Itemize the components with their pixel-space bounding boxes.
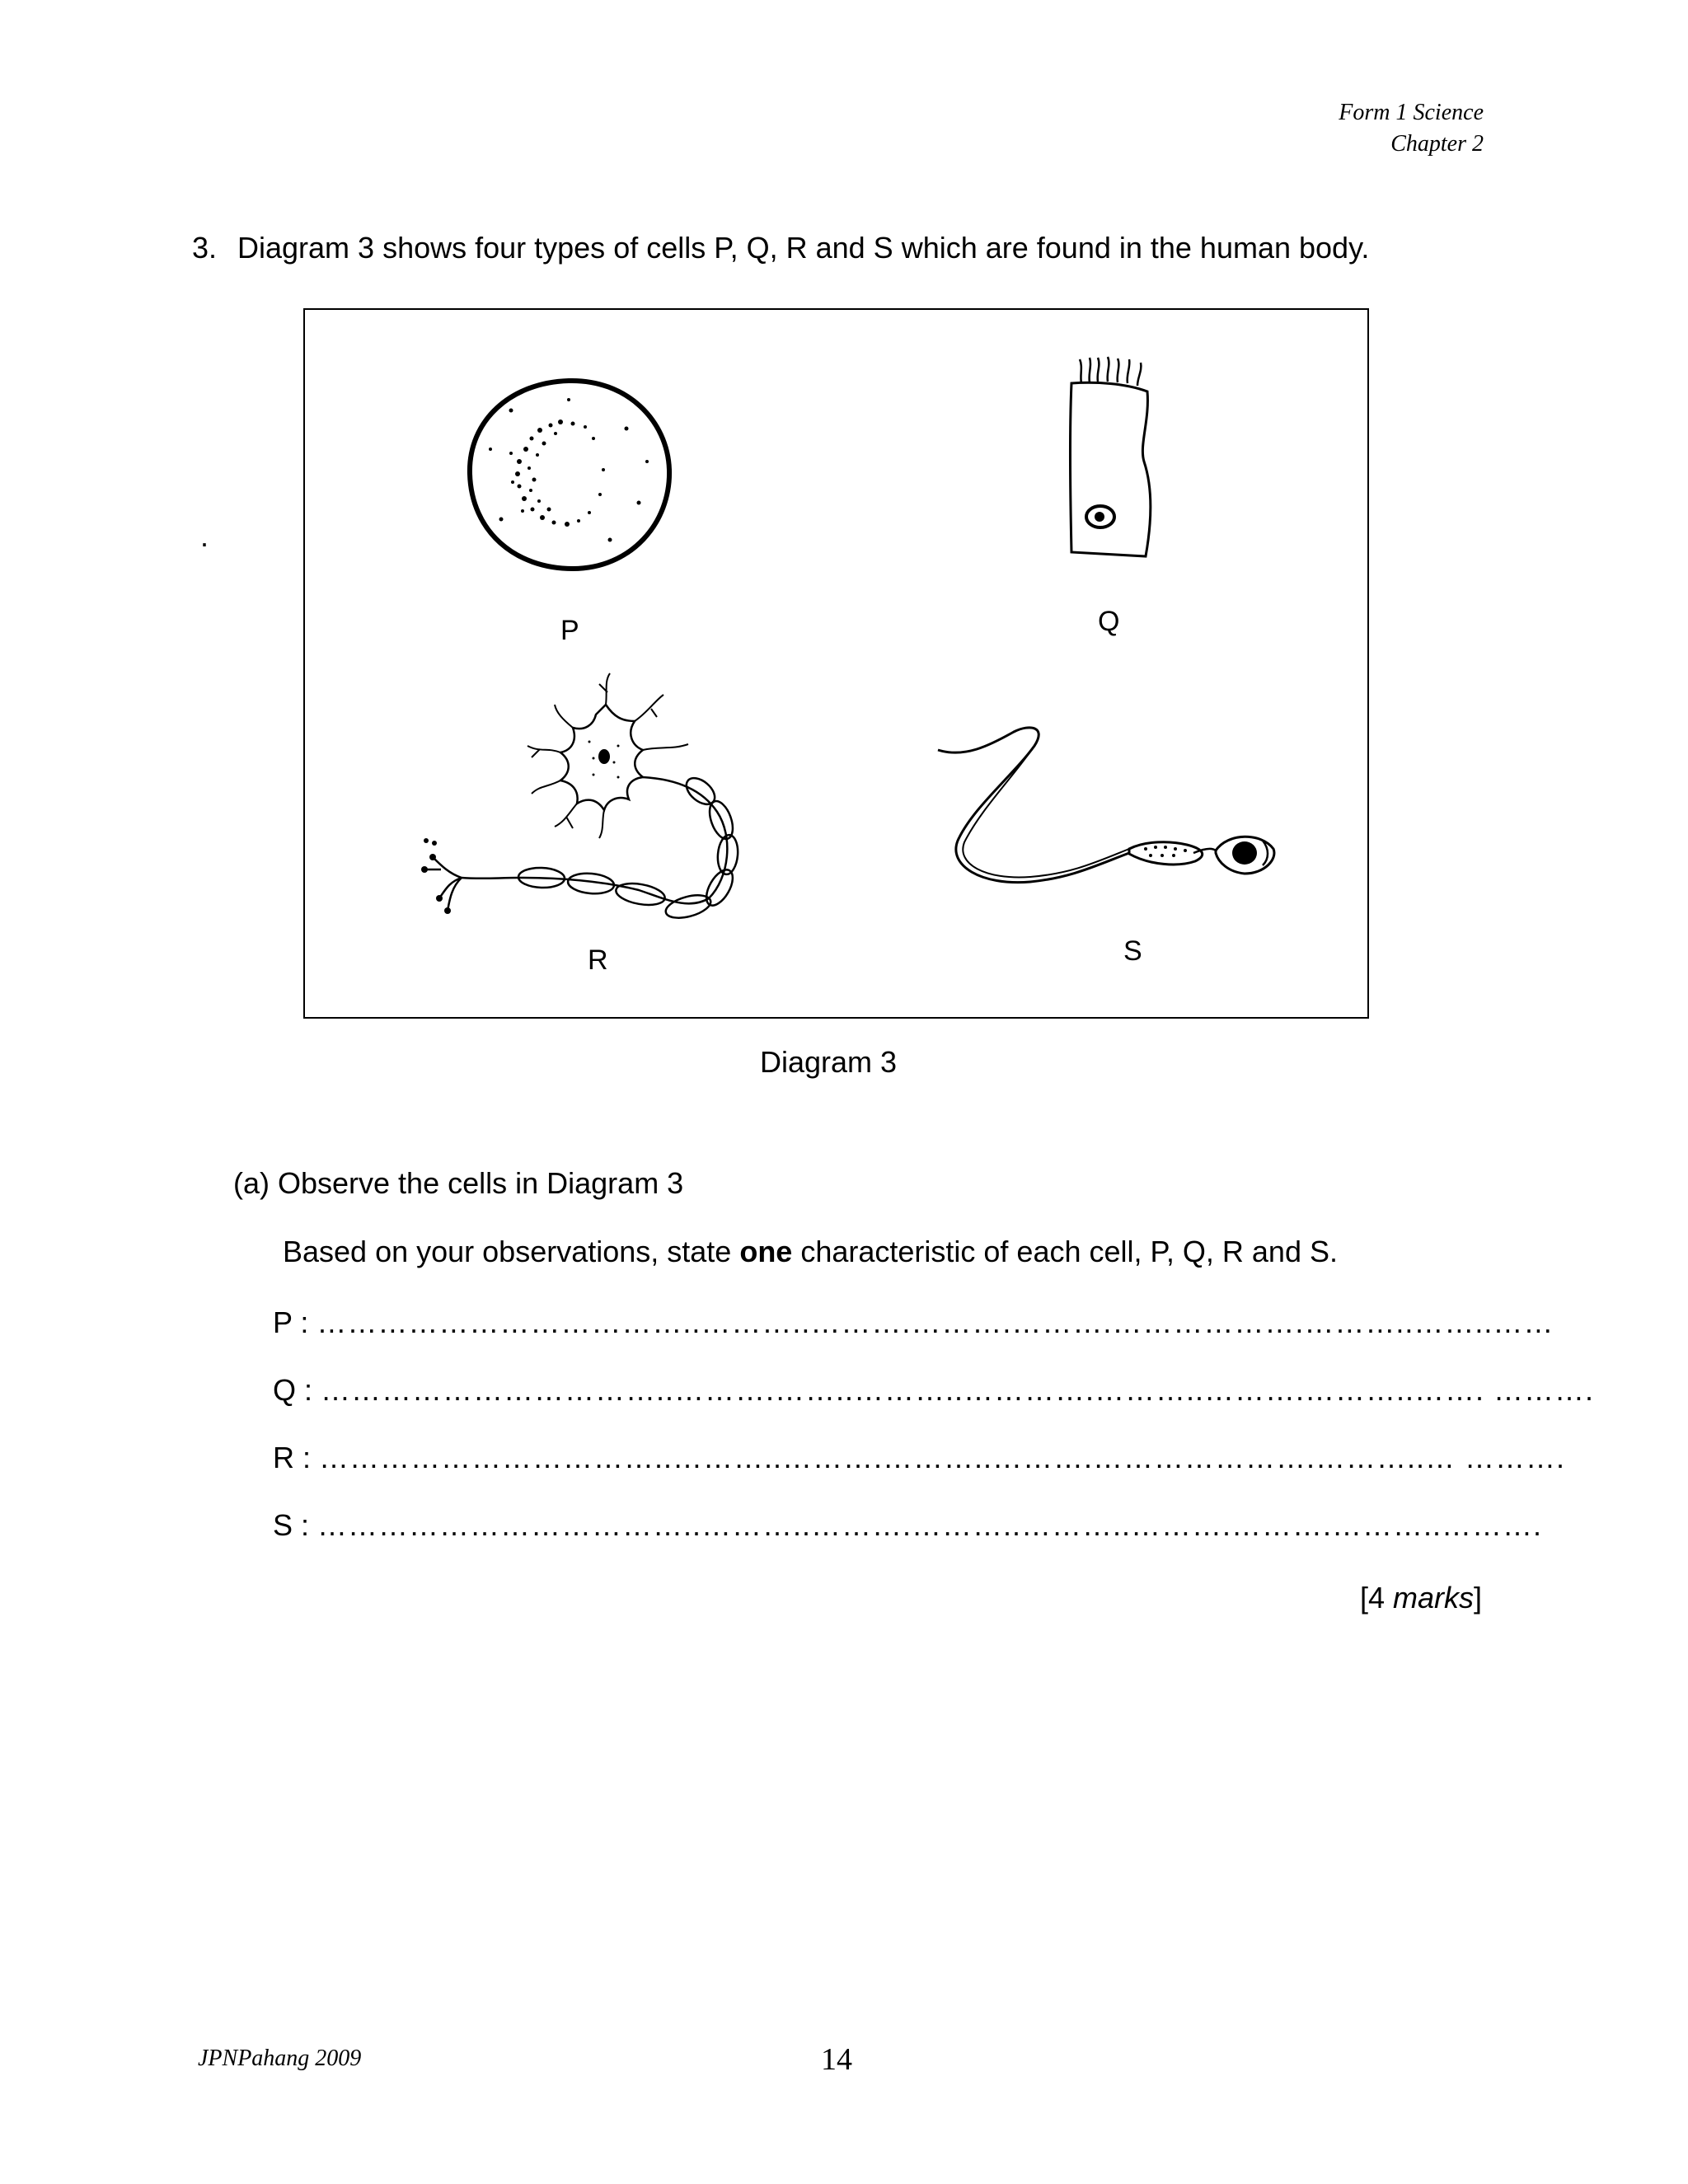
page-number: 14: [821, 2042, 852, 2077]
instruction-text-start: Based on your observations, state: [283, 1235, 740, 1268]
answer-label-p: P :: [273, 1305, 309, 1339]
footer-source: JPNPahang 2009: [198, 2046, 362, 2071]
part-a-instruction: [283, 1235, 1338, 1269]
answer-dots-q: ……………………………..……….……..………..………….………..……….………..……. ……….: [321, 1373, 1595, 1407]
question-text: [192, 231, 1369, 265]
diagram-caption: Diagram 3: [759, 1045, 898, 1079]
page-header: [1339, 97, 1484, 160]
answer-label-q: Q :: [273, 1373, 313, 1407]
cell-s-drawing: [931, 717, 1294, 907]
instruction-emphasis: one: [739, 1235, 793, 1268]
answer-line-p[interactable]: [273, 1305, 1554, 1340]
marks-suffix: ]: [1473, 1581, 1482, 1615]
question-number: 3.: [192, 231, 218, 265]
answer-dots-r: ……………………………..………..……….………..……….………………….………..… ……….: [319, 1441, 1566, 1474]
stray-mark: .: [200, 519, 209, 553]
cell-p-label: P: [560, 615, 579, 646]
cell-r-label: R: [588, 944, 608, 976]
cell-r-drawing: [416, 672, 762, 935]
answer-dots-s: ………………………………..………..……….………..………..……….……….………..……….: [317, 1508, 1543, 1542]
answer-label-s: S :: [273, 1508, 310, 1542]
marks-word: marks: [1392, 1581, 1474, 1615]
answer-line-r[interactable]: [273, 1441, 1565, 1475]
answer-dots-p: ………………………………..………..……….……….……….……………….………..……..……: [316, 1305, 1554, 1339]
cell-p-drawing: [462, 371, 676, 577]
header-chapter: Chapter 2: [1390, 131, 1484, 157]
answer-label-r: R :: [273, 1441, 312, 1474]
answer-line-q[interactable]: [273, 1373, 1594, 1408]
answer-line-s[interactable]: [273, 1508, 1542, 1543]
instruction-text-end: characteristic of each cell, P, Q, R and S.: [792, 1235, 1338, 1268]
marks-prefix: [4: [1359, 1581, 1393, 1615]
question-body: Diagram 3 shows four types of cells P, Q, R and S which are found in the human body.: [237, 231, 1370, 265]
header-subject: Form 1 Science: [1339, 100, 1484, 125]
cell-s-label: S: [1123, 935, 1142, 967]
cell-q-drawing: [1047, 354, 1179, 569]
cell-q-label: Q: [1098, 606, 1120, 637]
marks-allocation: [1360, 1581, 1482, 1615]
part-a-title: (a) Observe the cells in Diagram 3: [233, 1166, 684, 1200]
